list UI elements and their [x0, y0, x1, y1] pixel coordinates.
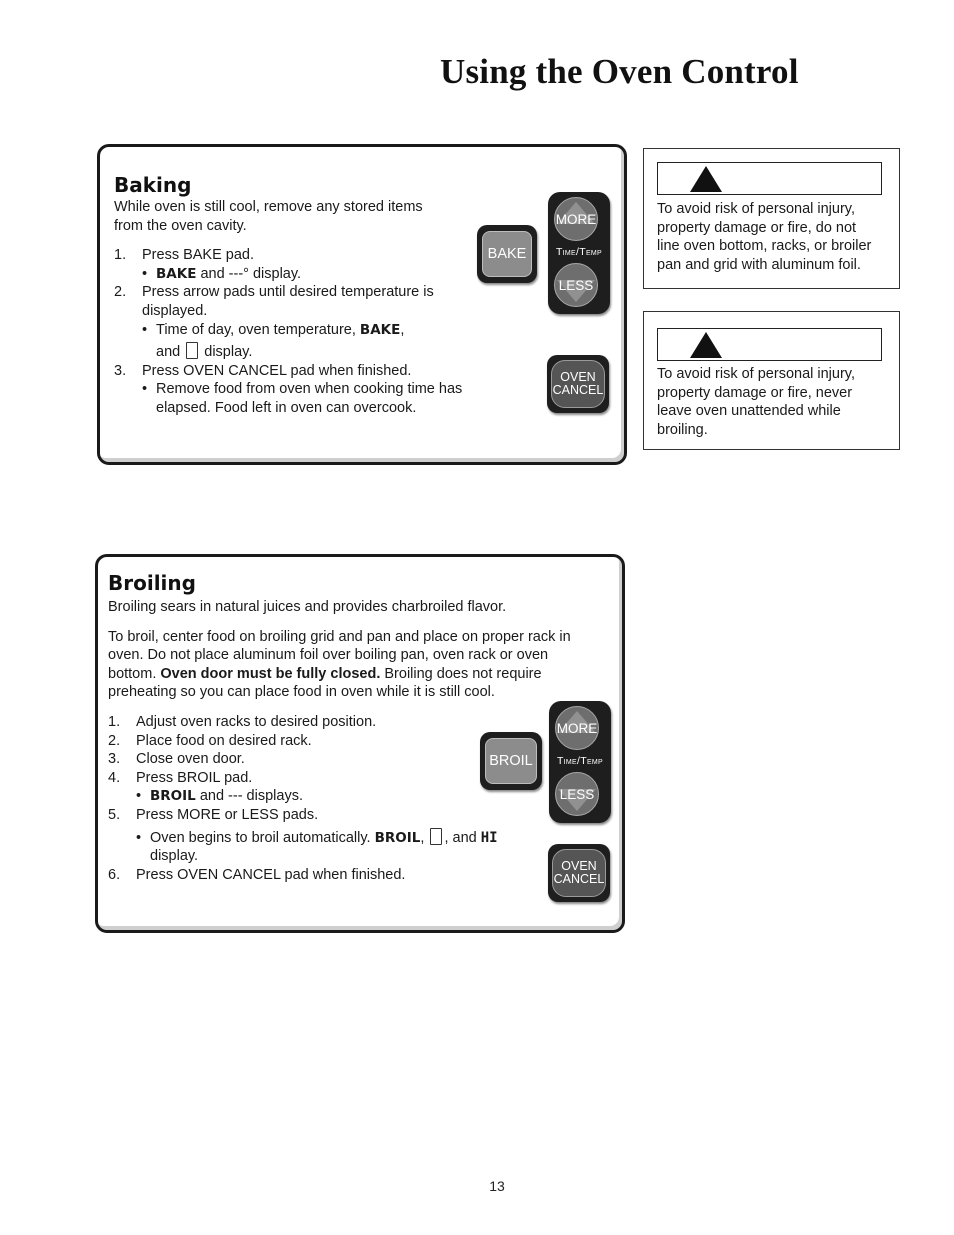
- broiling-intro: Broiling sears in natural juices and provides charbroiled flavor.: [108, 599, 507, 615]
- baking-intro-line: from the oven cavity.: [114, 217, 247, 234]
- time-temp-label: Time/Temp: [556, 755, 604, 767]
- broiling-para-line: To broil, center food on broiling grid and pan and place on proper rack in: [108, 628, 571, 645]
- less-pad-label: LESS: [559, 786, 595, 802]
- baking-step-2-note-cont: and display.: [156, 344, 253, 361]
- broiling-step-5: 5. Press MORE or LESS pads.: [108, 806, 319, 823]
- broiling-para-line: bottom. Oven door must be fully closed. Broiling does not require: [108, 665, 542, 682]
- warning-box: [643, 311, 900, 450]
- broiling-para-line: preheating so you can place food in oven while it is still cool.: [108, 684, 495, 701]
- bake-pad-label: BAKE: [487, 246, 527, 262]
- baking-text: [114, 198, 462, 418]
- warning-header: [657, 162, 882, 195]
- baking-step-1-note: • BAKE and ---° display.: [142, 265, 302, 282]
- broiling-panel: [95, 554, 625, 933]
- broiling-step-1: 1. Adjust oven racks to desired position.: [108, 713, 377, 730]
- broiling-para-line: oven. Do not place aluminum foil over boiling pan, oven rack or oven: [108, 647, 549, 664]
- broil-pad[interactable]: [480, 732, 542, 790]
- baking-step-2-cont: displayed.: [142, 302, 208, 319]
- broiling-step-5-note-cont: display.: [150, 848, 199, 865]
- oven-cancel-label-line: OVEN: [561, 859, 597, 873]
- more-pad[interactable]: [555, 706, 599, 750]
- warning-line: line oven bottom, racks, or broiler: [657, 238, 872, 255]
- less-pad-label: LESS: [558, 277, 594, 293]
- broiling-heading: Broiling: [108, 571, 196, 595]
- more-pad[interactable]: [554, 197, 598, 241]
- oven-cancel-label-line: CANCEL: [553, 872, 605, 886]
- oven-cancel-pad[interactable]: [548, 844, 610, 902]
- warning-text: [657, 200, 893, 274]
- broiling-step-5-note: • Oven begins to broil automatically. BROIL, , and HI: [136, 829, 498, 846]
- time-temp-pad: [548, 192, 610, 314]
- baking-step-1: 1. Press BAKE pad.: [114, 247, 255, 264]
- warning-line: pan and grid with aluminum foil.: [657, 256, 861, 273]
- oven-cancel-label-line: OVEN: [560, 370, 596, 384]
- baking-heading: Baking: [114, 173, 192, 197]
- less-pad[interactable]: [554, 263, 598, 307]
- warning-triangle-icon: [689, 331, 723, 359]
- time-temp-pad: [549, 701, 611, 823]
- warning-text: [657, 365, 893, 439]
- baking-step-3: 3. Press OVEN CANCEL pad when finished.: [114, 362, 412, 379]
- oven-cancel-label-line: CANCEL: [552, 383, 604, 397]
- broiling-step-4-note: • BROIL and --- displays.: [136, 788, 303, 805]
- warning-header: [657, 328, 882, 361]
- broiling-step-3: 3. Close oven door.: [108, 751, 245, 768]
- warning-box: [643, 148, 900, 289]
- warning-line: property damage or fire, do not: [657, 219, 857, 236]
- baking-panel: [97, 144, 627, 465]
- broiling-step-2: 2. Place food on desired rack.: [108, 732, 312, 749]
- more-pad-label: MORE: [556, 720, 598, 736]
- hi-display-glyph: HI: [480, 829, 498, 846]
- more-pad-label: MORE: [555, 211, 597, 227]
- warning-triangle-icon: [689, 165, 723, 193]
- display-digit-box-icon: [430, 828, 442, 845]
- baking-step-3-note-cont: elapsed. Food left in oven can overcook.: [156, 399, 417, 416]
- warning-line: leave oven unattended while: [657, 403, 841, 420]
- broiling-step-4: 4. Press BROIL pad.: [108, 769, 253, 786]
- baking-step-2-note: • Time of day, oven temperature, BAKE,: [142, 321, 405, 338]
- oven-cancel-pad[interactable]: [547, 355, 609, 413]
- warning-line: To avoid risk of personal injury,: [657, 201, 855, 217]
- warning-line: To avoid risk of personal injury,: [657, 366, 855, 382]
- page-number: 13: [489, 1178, 505, 1194]
- baking-step-3-note: • Remove food from oven when cooking time has: [142, 381, 463, 398]
- broil-pad-label: BROIL: [489, 753, 533, 769]
- time-temp-label: Time/Temp: [555, 246, 603, 258]
- less-pad[interactable]: [555, 772, 599, 816]
- warning-line: property damage or fire, never: [657, 384, 853, 401]
- page-title: Using the Oven Control: [440, 52, 799, 91]
- bake-pad[interactable]: [477, 225, 537, 283]
- broiling-step-6: 6. Press OVEN CANCEL pad when finished.: [108, 866, 406, 883]
- display-digit-box-icon: [186, 342, 198, 359]
- baking-step-2: 2. Press arrow pads until desired temperature is: [114, 284, 434, 301]
- baking-intro-line: While oven is still cool, remove any stored items: [114, 199, 423, 215]
- warning-line: broiling.: [657, 421, 708, 438]
